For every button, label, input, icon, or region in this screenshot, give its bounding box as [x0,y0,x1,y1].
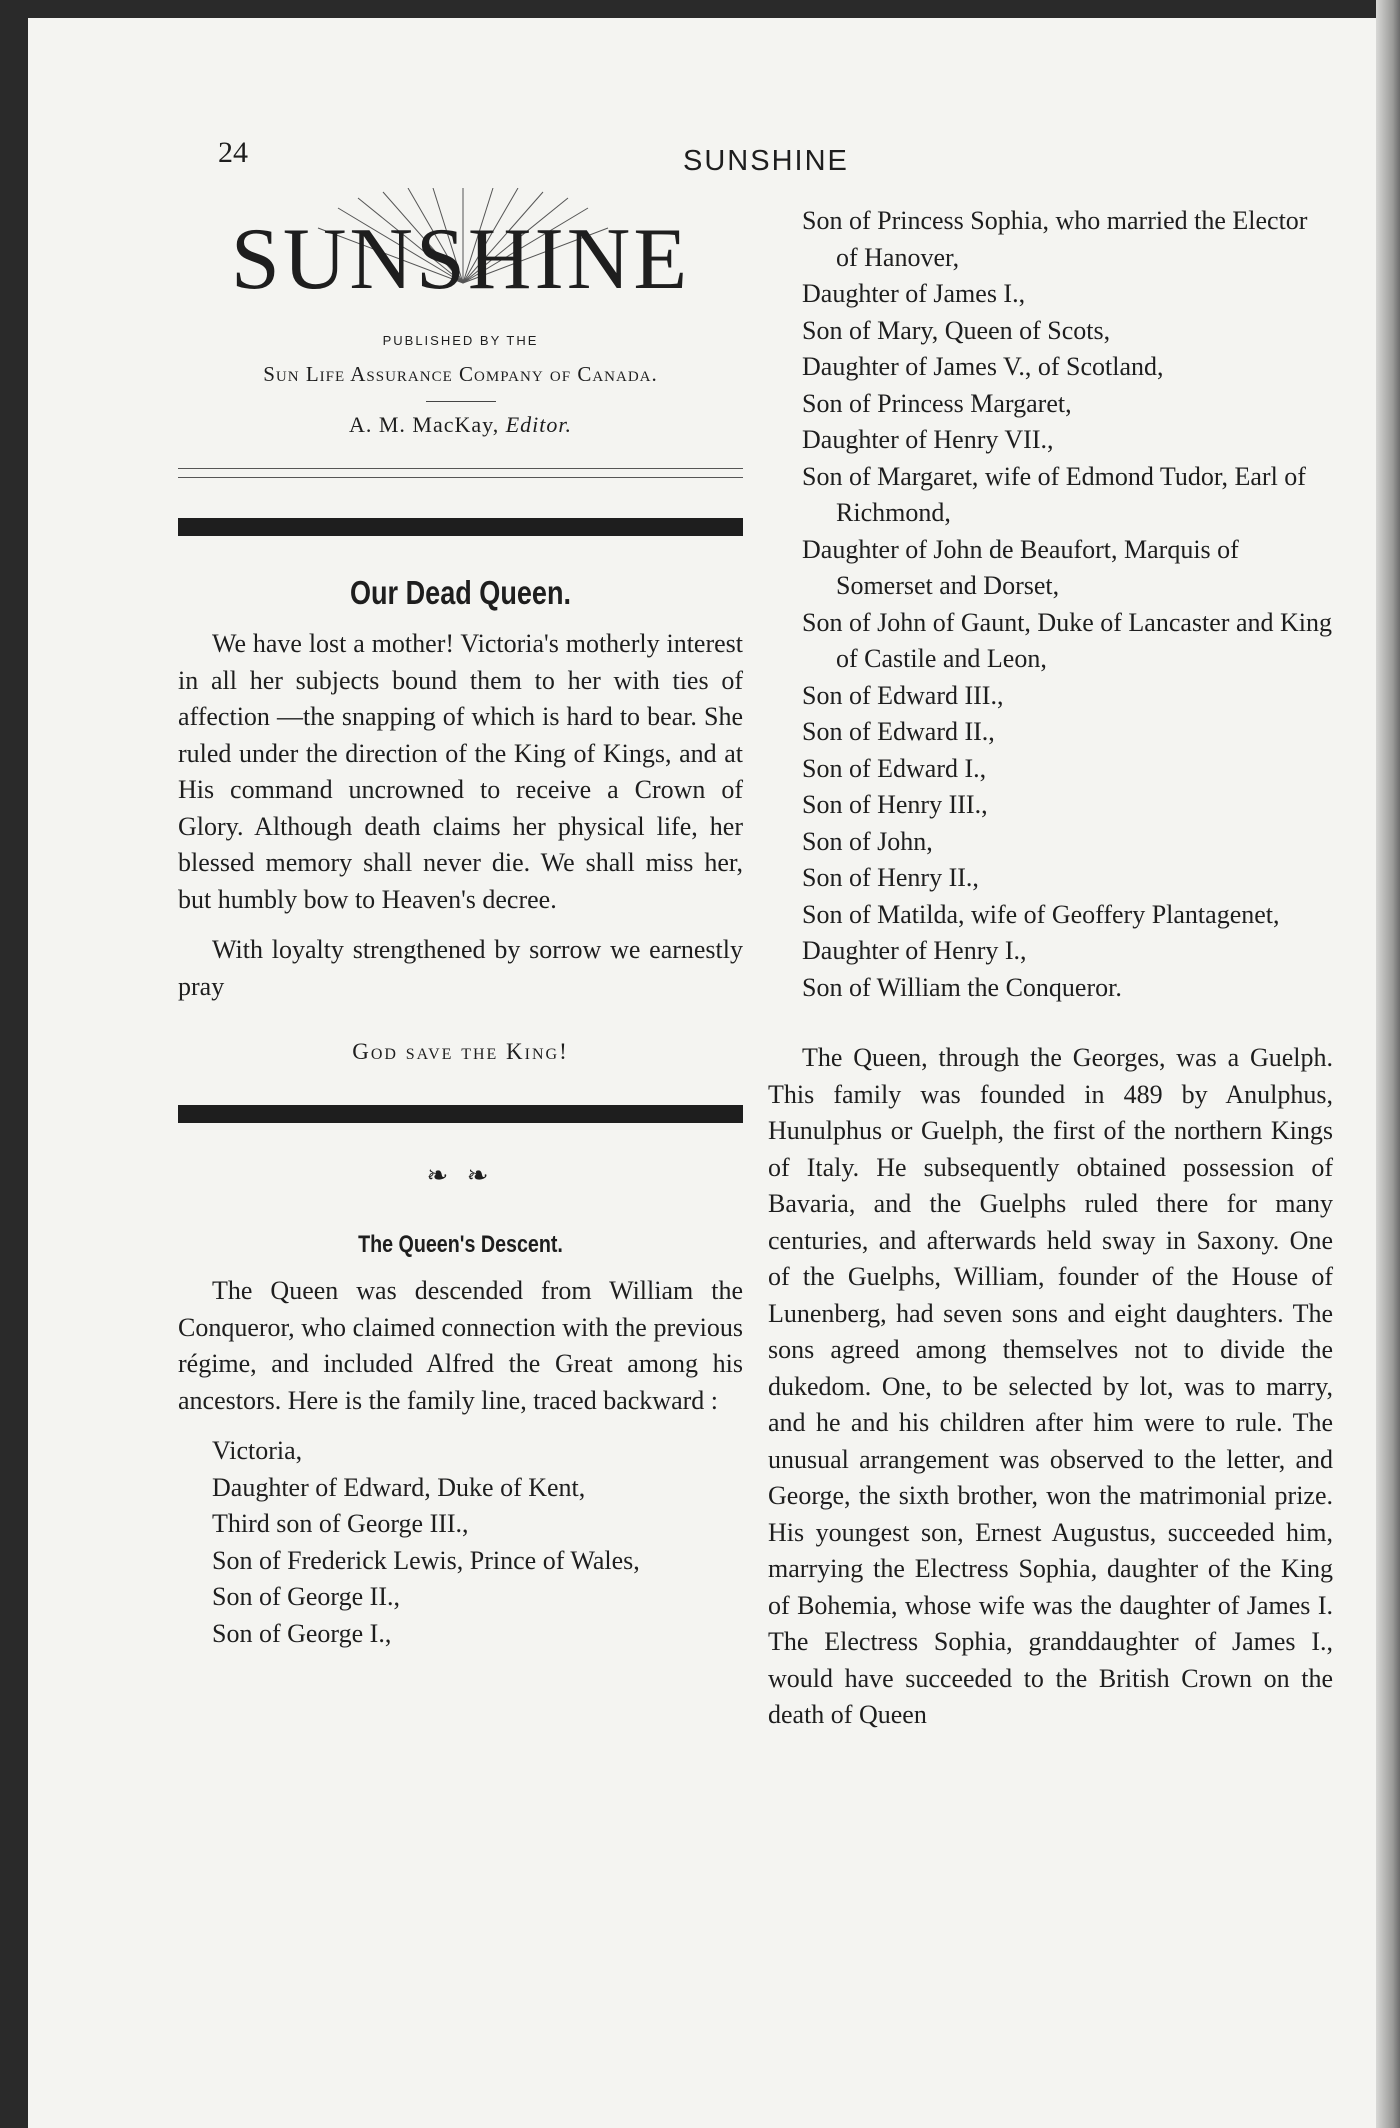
divider [426,401,496,402]
list-item: Daughter of Edward, Duke of Kent, [212,1472,586,1502]
double-rule [178,468,743,478]
closing-line: God save the King! [352,1039,569,1064]
page-number: 24 [218,136,248,169]
list-item: Son of William the Conqueror. [802,972,1122,1002]
list-item: Daughter of John de Beaufort, Marquis of Somerset and Dorset, [802,534,1239,600]
running-title: SUNSHINE [683,145,849,177]
right-column [768,203,1333,1734]
list-item: Son of George II., [212,1582,400,1611]
list-item: Son of George I., [212,1618,392,1648]
list-item: Daughter of James V., of Scotland, [802,352,1164,381]
page-edge [1376,0,1400,2128]
editor-name: A. M. MacKay, [348,412,500,437]
thick-rule-bottom [178,1105,743,1123]
lineage-list-left [178,1433,743,1652]
list-item: Son of Margaret, wife of Edmond Tudor, Earl of Richmond, [802,461,1306,527]
list-item: Son of Henry II., [802,863,979,892]
company-name: Sun Life Assurance Company of Canada. [263,362,658,386]
list-item: Son of Frederick Lewis, Prince of Wales, [212,1545,640,1575]
list-item: Son of Edward I., [802,753,987,783]
published-by: PUBLISHED BY THE [382,333,539,348]
editor-line [178,412,743,438]
list-item: Daughter of Henry VII., [802,425,1054,454]
list-item: Son of Mary, Queen of Scots, [802,315,1111,345]
editor-role: Editor. [505,412,573,437]
list-item: Son of Henry III., [802,790,988,819]
fleuron-ornament-icon: ❧ ❧ [426,1161,495,1190]
thick-rule-top [178,518,743,536]
left-column [178,188,743,1652]
list-item: Third son of George III., [212,1509,469,1538]
masthead [178,188,743,328]
masthead-title: SUNSHINE [230,211,691,308]
article-paragraph: The Queen was descended from William the Conqueror, who claimed connection with the previous régime, and included Alfred the Great among his ancestors. Here is the family line, traced backward : [178,1276,743,1415]
list-item: Son of Edward II., [802,717,995,746]
list-item: Son of Matilda, wife of Geoffery Plantagenet, [802,899,1280,929]
page-sheet [28,18,1398,2128]
article-heading-descent: The Queen's Descent. [358,1231,563,1258]
list-item: Son of Edward III., [802,680,1004,710]
article-paragraph: With loyalty strengthened by sorrow we earnestly pray [178,935,743,1001]
list-item: Son of Princess Margaret, [802,388,1072,418]
list-item: Son of John, [802,826,933,856]
list-item: Son of John of Gaunt, Duke of Lancaster and King of Castile and Leon, [802,607,1332,673]
list-item: Daughter of James I., [802,279,1026,308]
lineage-list-right [768,203,1333,1006]
list-item: Victoria, [212,1436,303,1465]
article-heading-dead-queen: Our Dead Queen. [349,574,572,611]
list-item: Daughter of Henry I., [802,936,1027,965]
article-paragraph: The Queen, through the Georges, was a Guelph. This family was founded in 489 by Anulphus, Hunulphus or Guelph, the first of the northern Kings of Italy. He subsequently obtained possession of Bavaria, and the Guelphs ruled there for many centuries, and afterwards held sway in Saxony. One of the Guelphs, William, founder of the House of Lunenberg, had seven sons and eight daughters. The sons agreed among themselves not to divide the dukedom. One, to be selected by lot, was to marry, and he and his children after him were to rule. The unusual arrangement was observed to the letter, and George, the sixth brother, won the matrimonial prize. His youngest son, Ernest Augustus, succeeded him, marrying the Electress Sophia, daughter of the King of Bohemia, whose wife was the daughter of James I. The Electress Sophia, granddaughter of James I., would have succeeded to the British Crown on the death of Queen [768,1043,1333,1729]
article-paragraph: We have lost a mother! Victoria's motherly interest in all her subjects bound them to her with ties of affection —the snapping of which is hard to bear. She ruled under the direction of the King of Kings, and at His command uncrowned to receive a Crown of Glory. Although death claims her physical life, her blessed memory shall never die. We shall miss her, but humbly bow to Heaven's decree. [178,629,743,914]
list-item: Son of Princess Sophia, who married the Elector of Hanover, [802,206,1308,272]
